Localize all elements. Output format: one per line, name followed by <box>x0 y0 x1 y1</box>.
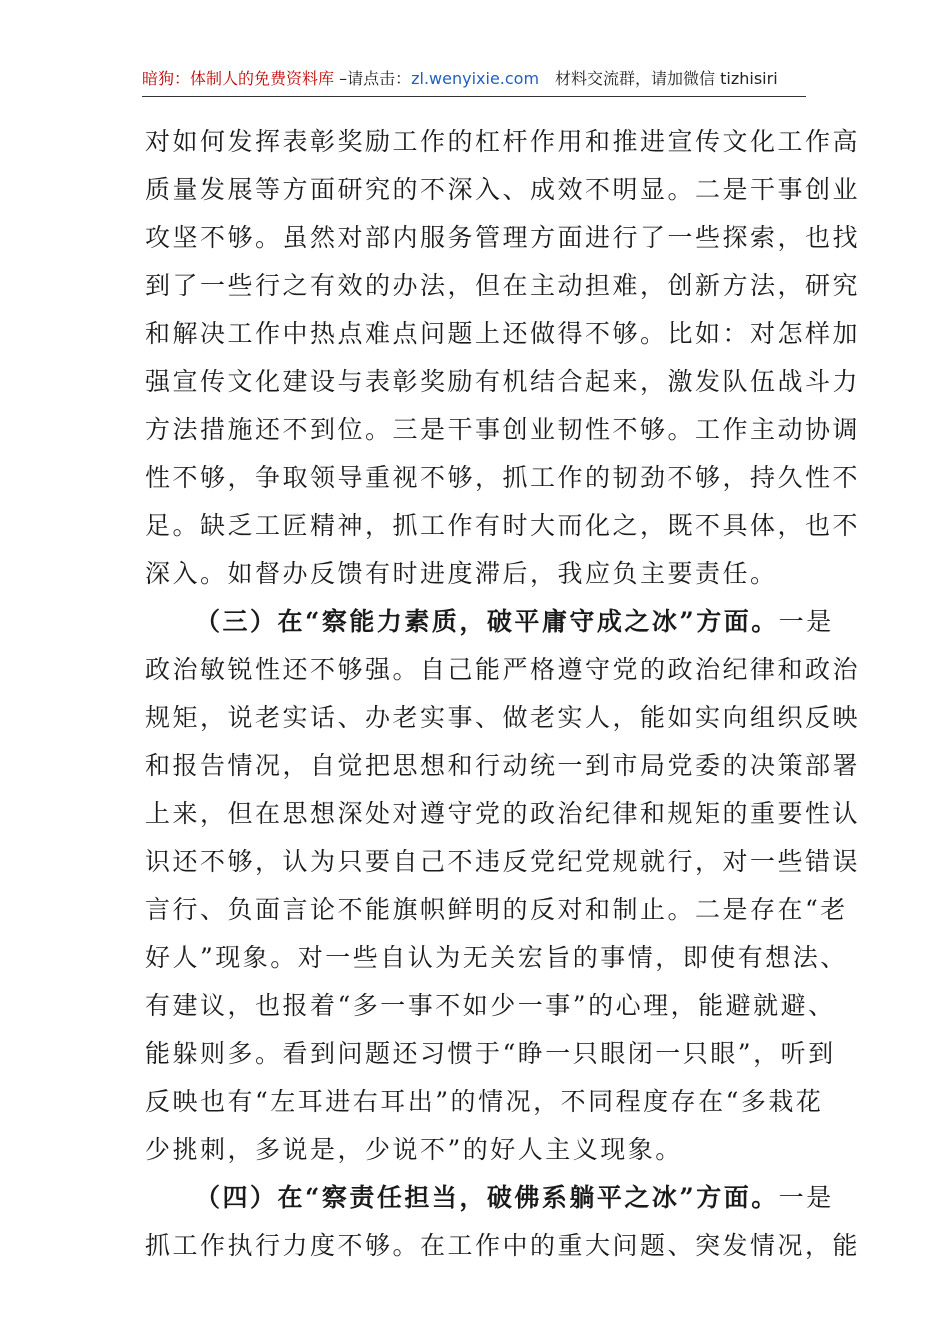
header-contact: 材料交流群，请加微信 tizhisiri <box>555 69 778 88</box>
text-line: 反映也有“左耳进右耳出”的情况，不同程度存在“多栽花 <box>145 1087 824 1116</box>
text-line: 方法措施还不到位。三是干事创业韧性不够。工作主动协调 <box>145 415 861 444</box>
document-body <box>145 118 861 1270</box>
text-line: 政治敏锐性还不够强。自己能严格遵守党的政治纪律和政治 <box>145 655 861 684</box>
text-line: 能躲则多。看到问题还习惯于“睁一只眼闭一只眼”，听到 <box>145 1039 836 1068</box>
text-line: 足。缺乏工匠精神，抓工作有时大而化之，既不具体，也不 <box>145 511 861 540</box>
text-line: 上来，但在思想深处对遵守党的政治纪律和规矩的重要性认 <box>145 799 861 828</box>
text-line: 性不够，争取领导重视不够，抓工作的韧劲不够，持久性不 <box>145 463 861 492</box>
header-url-link[interactable]: zl.wenyixie.com <box>411 69 540 88</box>
text-line: 攻坚不够。虽然对部内服务管理方面进行了一些探索，也找 <box>145 223 861 252</box>
section-3-heading: （三）在“察能力素质，破平庸守成之冰”方面。 <box>195 607 779 636</box>
header-site-name: 暗狗：体制人的免费资料库 <box>142 69 335 88</box>
text-line: 对如何发挥表彰奖励工作的杠杆作用和推进宣传文化工作高 <box>145 127 861 156</box>
text-line: 到了一些行之有效的办法，但在主动担难，创新方法，研究 <box>145 271 861 300</box>
page-header <box>142 66 806 97</box>
text-line: 好人”现象。对一些自认为无关宏旨的事情，即使有想法、 <box>145 943 848 972</box>
text-line: 少挑刺，多说是，少说不”的好人主义现象。 <box>145 1135 683 1164</box>
section-4-first-line <box>145 1174 834 1222</box>
text-line: 深入。如督办反馈有时进度滞后，我应负主要责任。 <box>145 559 778 588</box>
section-3-first-line <box>145 598 834 646</box>
text-line: 质量发展等方面研究的不深入、成效不明显。二是干事创业 <box>145 175 861 204</box>
text-line: 和报告情况，自觉把思想和行动统一到市局党委的决策部署 <box>145 751 861 780</box>
text-line: 强宣传文化建设与表彰奖励有机结合起来，激发队伍战斗力 <box>145 367 861 396</box>
text-line: 有建议，也报着“多一事不如少一事”的心理，能避就避、 <box>145 991 836 1020</box>
section-4-heading: （四）在“察责任担当，破佛系躺平之冰”方面。 <box>195 1183 779 1212</box>
text-line: 抓工作执行力度不够。在工作中的重大问题、突发情况，能 <box>145 1231 861 1260</box>
text-line: 和解决工作中热点难点问题上还做得不够。比如：对怎样加 <box>145 319 861 348</box>
text-line: 言行、负面言论不能旗帜鲜明的反对和制止。二是存在“老 <box>145 895 848 924</box>
text-line: 规矩，说老实话、办老实事、做老实人，能如实向组织反映 <box>145 703 861 732</box>
header-click-prompt: –请点击： <box>334 69 412 88</box>
text-line: 识还不够，认为只要自己不违反党纪党规就行，对一些错误 <box>145 847 861 876</box>
section-3-first-tail: 一是 <box>778 607 834 636</box>
section-4-first-tail: 一是 <box>778 1183 834 1212</box>
